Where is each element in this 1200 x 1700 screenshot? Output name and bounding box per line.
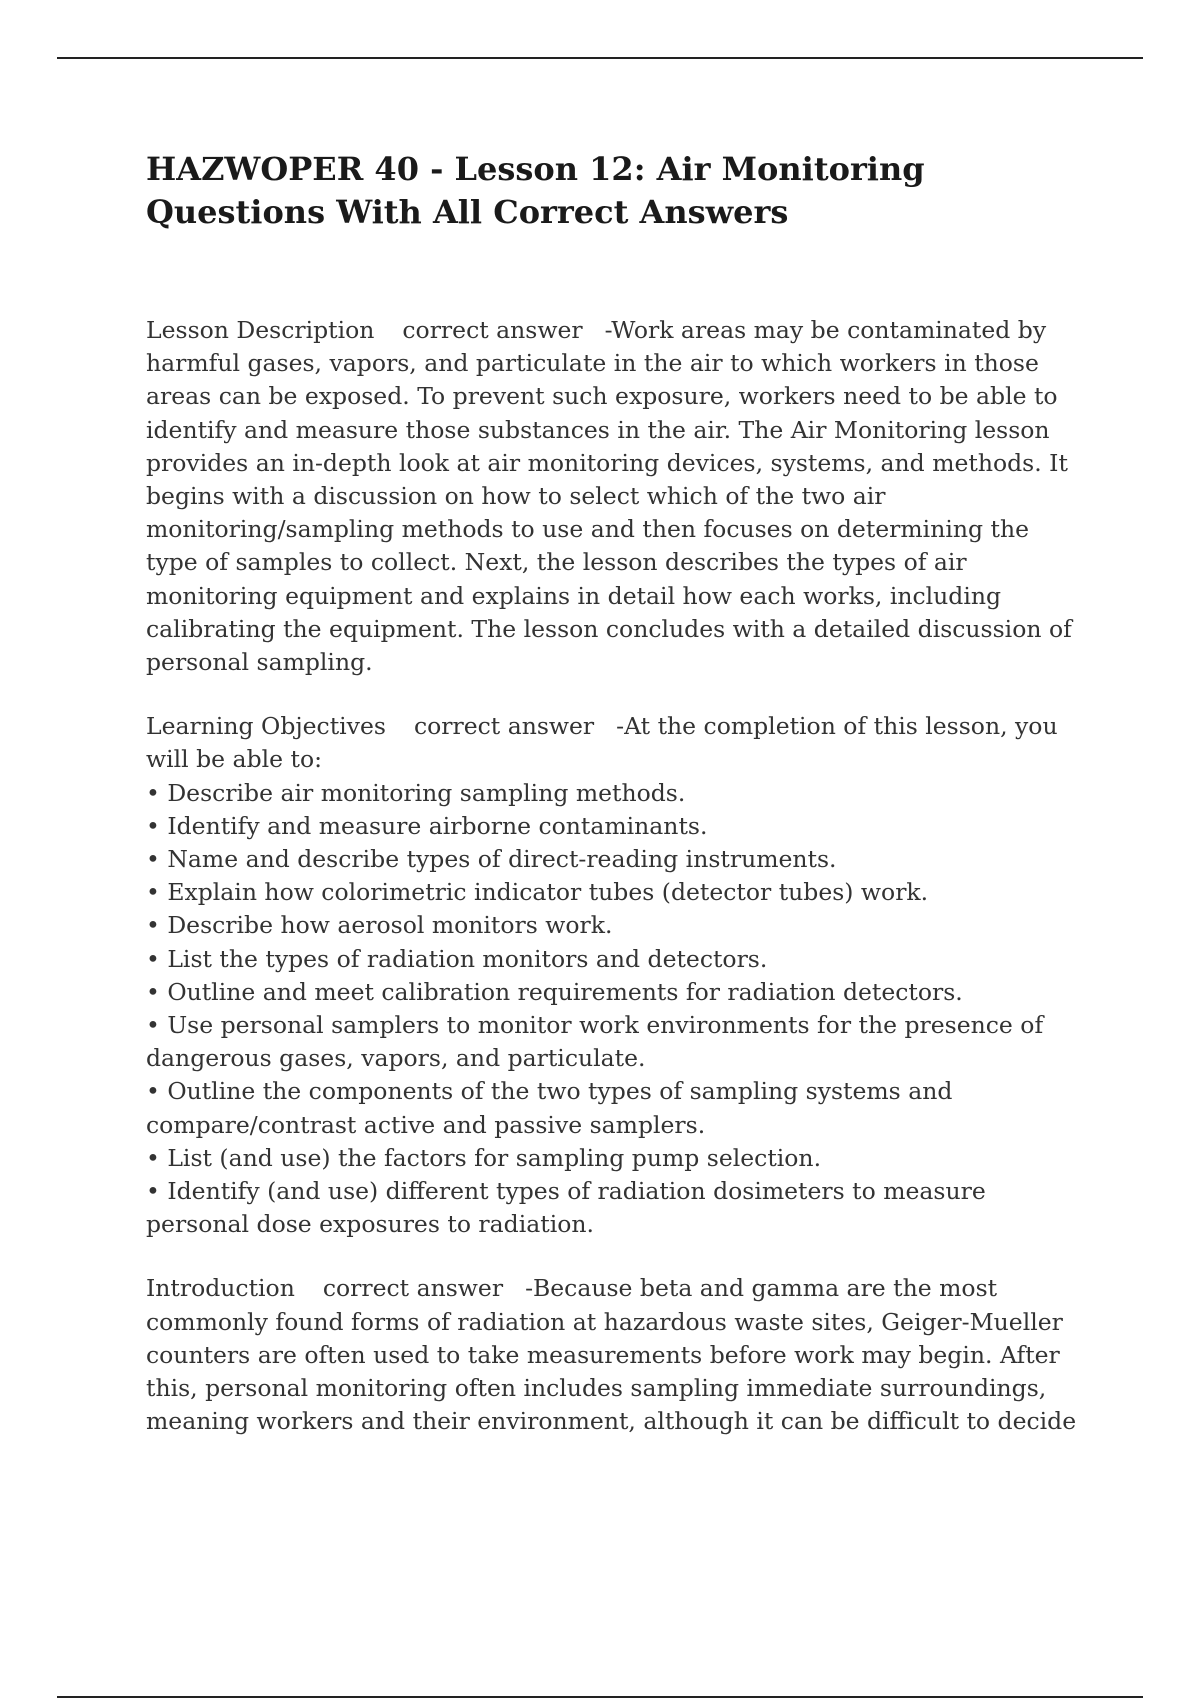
objective-item: • Identify (and use) different types of radiation dosimeters to measure personal dose exposures to radiation.	[146, 1177, 986, 1239]
document-title: HAZWOPER 40 - Lesson 12: Air Monitoring Questions With All Correct Answers	[146, 150, 925, 231]
objective-item: • Describe how aerosol monitors work.	[146, 911, 613, 940]
objective-item: • List (and use) the factors for sampling pump selection.	[146, 1143, 822, 1172]
bottom-divider	[57, 1696, 1143, 1698]
entry-term: Lesson Description	[146, 316, 375, 344]
answer-marker: correct answer	[402, 316, 583, 344]
objective-item: • Outline the components of the two types of sampling systems and compare/contrast active and passive samplers.	[146, 1077, 953, 1139]
objective-item: • Identify and measure airborne contaminants.	[146, 811, 708, 840]
entry-answer: -Work areas may be contaminated by harmful gases, vapors, and particulate in the air to which workers in those areas can be exposed. To prevent such exposure, workers need to be able to identify and measure those substances in the air. The Air Monitoring lesson provides an in-depth look at air monitoring devices, systems, and methods. It begins with a discussion on how to select which of the two air monitoring/sampling methods to use and then focuses on determining the type of samples to collect. Next, the lesson describes the types of air monitoring equipment and explains in detail how each works, including calibrating the equipment. The lesson concludes with a detailed discussion of personal sampling.	[146, 316, 1072, 677]
qa-entry-lesson-description	[146, 314, 1081, 679]
answer-marker: correct answer	[322, 1274, 504, 1303]
document-body	[146, 148, 1081, 1470]
entry-answer: -Because beta and gamma are the most commonly found forms of radiation at hazardous waste sites, Geiger-Mueller counters are often used to take measurements before work may begin. After this, personal monitoring often includes sampling immediate surroundings, meaning workers and their environment, although it can be difficult to decide	[146, 1274, 1077, 1436]
objective-item: • Use personal samplers to monitor work environments for the presence of dangerous gases, vapors, and particulate.	[146, 1011, 1044, 1073]
objective-item: • Explain how colorimetric indicator tubes (detector tubes) work.	[146, 878, 929, 907]
qa-entry-introduction	[146, 1272, 1081, 1438]
entry-answer: -At the completion of this lesson, you will be able to:	[146, 712, 1058, 774]
objective-item: • Outline and meet calibration requirements for radiation detectors.	[146, 977, 963, 1006]
entry-term: Learning Objectives	[146, 712, 386, 741]
objective-item: • Describe air monitoring sampling methods.	[146, 778, 686, 807]
objective-item: • List the types of radiation monitors and detectors.	[146, 944, 768, 973]
objective-item: • Name and describe types of direct-reading instruments.	[146, 845, 837, 874]
top-divider	[57, 57, 1143, 59]
qa-entry-learning-objectives	[146, 710, 1081, 1241]
answer-marker: correct answer	[413, 712, 595, 741]
entry-term: Introduction	[146, 1274, 295, 1303]
